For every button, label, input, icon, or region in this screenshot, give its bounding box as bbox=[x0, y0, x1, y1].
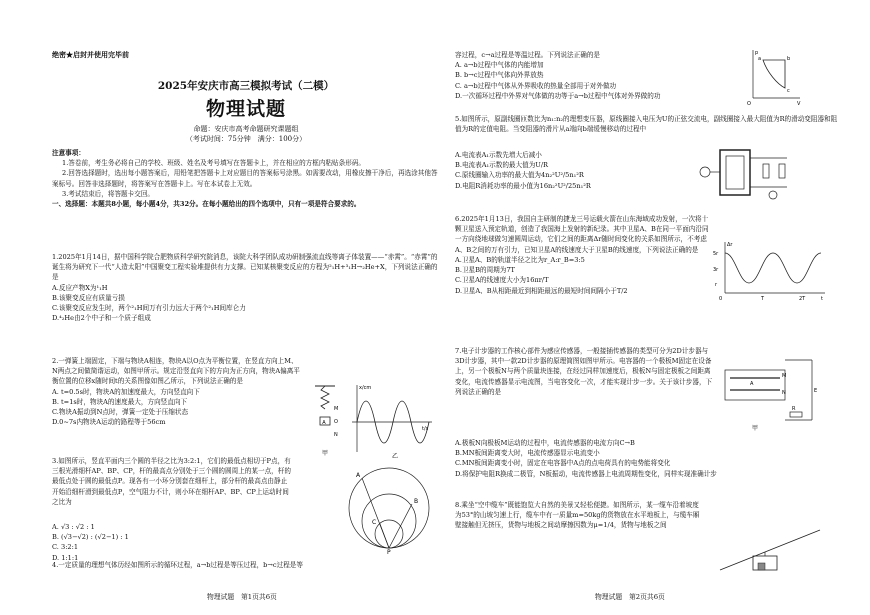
question-stem: 1.2025年1月14日，据中国科学院合肥物质科学研究院消息，该院大科学团队成功研制强流直线等离子体装置——“赤霄”。“赤霄”的诞生将为研究下一代“人造太阳”中国聚变工程实验堆提供有力支撑。已知某核聚变反应的方程为²₁H+³₁H→₂He+X，下列说法正确的是 bbox=[52, 253, 438, 282]
option: A.反应产物X为¹₁H bbox=[52, 283, 108, 292]
option: C.原线圈输入功率的最大值为4n₂²U²/5n₁²R bbox=[455, 171, 584, 180]
question-stem: 8.乘坐“空中缆车”既能饱览大自然的美景又轻松便捷。如图所示，某一缆车沿着坡度为53°的山坡匀速上行，缆车中有一质量m=50kg的货物放在水平地板上，与缆车厢壁接触但无挤压，货物与地板之间动摩擦因数为μ=1/4，货物与地板之间 bbox=[455, 501, 700, 530]
cable-car-figure bbox=[715, 520, 825, 575]
note-item: 3.考试结束后，将答题卡交回。 bbox=[62, 189, 155, 198]
axis-t-label: t bbox=[821, 296, 823, 302]
option: A. t=0.5s时，物块A的加速度最大，方向竖直向下 bbox=[52, 387, 200, 396]
option: D.将保护电阻R换成二极管，N板振动，电流传感器上电流周期性变化，同样实现准确计步 bbox=[455, 469, 717, 478]
point-p-label: P bbox=[387, 549, 391, 554]
spring-oscillation-figure bbox=[307, 380, 437, 460]
question-7-options bbox=[455, 438, 840, 479]
point-a-label: a bbox=[758, 56, 762, 62]
tick-r: r bbox=[715, 282, 718, 288]
option: D.一次循环过程中外界对气体做的功等于a→b过程中气体对外界做的功 bbox=[455, 91, 661, 100]
question-2 bbox=[52, 356, 302, 428]
right-page bbox=[455, 0, 840, 615]
option: C. a→b过程中气体从外界吸收的热量全部用于对外做功 bbox=[455, 81, 617, 90]
question-stem: 5.如图所示，原副线圈匝数比为n₁:n₂的理想变压器，原线圈接入电压为U的正弦交流电，副线圈接入最大阻值为R的滑动变阻器和阻值为R的定值电阻。当变阻器的滑片从a端向b端缓慢移动的过程中 bbox=[455, 115, 838, 134]
option: B.该聚变反应有质量亏损 bbox=[52, 293, 125, 302]
option: A. √3 : √2 : 1 bbox=[52, 523, 95, 531]
point-a-label: A bbox=[750, 381, 754, 387]
axis-x-label: x/cm bbox=[359, 385, 372, 391]
question-5-options bbox=[455, 150, 655, 191]
transformer-figure bbox=[695, 140, 795, 205]
point-a-label: A bbox=[356, 472, 361, 479]
point-n-label: N bbox=[334, 432, 338, 438]
option: D.0~7s内物块A运动的路程等于56cm bbox=[52, 418, 166, 427]
point-c-label: C bbox=[372, 519, 377, 526]
pv-cycle-figure bbox=[745, 46, 805, 106]
fig-yi-label: 乙 bbox=[392, 453, 399, 460]
option: C.卫星A的线速度大小为16πr/T bbox=[455, 276, 549, 285]
confidential-note: 绝密★启封并使用完毕前 bbox=[52, 50, 129, 59]
note-item: 1.答卷前，考生务必将自己的学校、班级、姓名及考号填写在答题卡上，并在相应的方框内粘贴条形码。 bbox=[62, 159, 366, 168]
axis-p-label: p bbox=[755, 50, 759, 56]
option: D.卫星A、B从相距最近到相距最远的最短时间间隔小于T/2 bbox=[455, 286, 628, 295]
notes-block bbox=[52, 148, 440, 209]
note-item: 2.回答选择题时，选出每小题答案后，用铅笔把答题卡上对应题目的答案标号涂黑。如需要改动，用橡皮擦干净后，再选涂其他答案标号。回答非选择题时，将答案写在答题卡上。写在本试卷上无效。 bbox=[52, 169, 438, 188]
distance-time-figure bbox=[713, 238, 828, 303]
exam-title: 2025年安庆市高三模拟考试（二模） bbox=[157, 80, 335, 92]
option: B. t=1s时，物块A的速度最大，方向竖直向下 bbox=[52, 397, 188, 406]
option: B.电流表A₁示数的最大值为U/R bbox=[455, 161, 549, 170]
option: B. b→c过程中气体向外界放热 bbox=[455, 71, 544, 80]
question-1 bbox=[52, 252, 440, 324]
question-stem: 3.如图所示，竖直平面内三个圆的半径之比为3:2:1，它们的最低点相切于P点，有三根光滑细杆AP、BP、CP，杆的最高点分别处于三个圆的圆周上的某一点，杆的最低点处于圆的最低点P。现各有一小环分别套在细杆上，部分杆的最高点由静止开始沿细杆滑到最低点P，空气阻力不计，则小环在细杆AP、BP、CP上运动时间之比为 bbox=[52, 457, 291, 506]
question-stem: 7.电子计步器的工作核心部件为感应传感器，一般接插传感器的类型可分为2D计步器与3D计步器，其中一款2D计步器的原理简图如图甲所示。电容器的一个极板M固定在设备上，另一个极板N与两个质量块连接，在经过同样加速度后，极板N与固定极板之间距离变化，电流传感器显示电流图，当电容变化一次，才能实现计步一步。关于该计步器，下列说法正确的是 bbox=[455, 347, 713, 396]
axis-t-label: t/s bbox=[422, 426, 429, 432]
question-stem: 6.2025年1月13日，我国自主研制的捷龙三号运载火箭在山东海域成功发射，一次将十颗卫星送入预定轨道，创造了我国海上发射的新纪录。其中卫星A、B在同一平面内沿同一方向绕地球做匀速圆周运动，它们之间的距离Δr随时间变化的关系如图所示，不考虑A、B之间的万有引力，已知卫星A的线速度大于卫星B的线速度，下列说法正确的是 bbox=[455, 215, 709, 254]
option: A.卫星A、B的轨道半径之比为r_A:r_B=3:5 bbox=[455, 255, 585, 264]
option: D.⁴₂He由2个中子和一个质子组成 bbox=[52, 314, 151, 323]
tick-3r: 3r bbox=[713, 267, 719, 273]
question-8 bbox=[455, 500, 705, 531]
option: B.卫星B的周期为7T bbox=[455, 266, 515, 275]
proposer-line: 命题：安庆市高考命题研究课题组 bbox=[193, 125, 299, 133]
axis-v-label: V bbox=[797, 101, 801, 106]
time-score-line: （考试时间：75分钟 满分：100分） bbox=[185, 135, 307, 143]
option: A.极板N向极板M运动的过程中，电流传感器的电流方向C→B bbox=[455, 439, 635, 447]
subject-title: 物理试题 bbox=[205, 98, 286, 120]
plate-n-label: N bbox=[782, 390, 786, 396]
section-heading: 一、选择题：本题共8小题，每小题4分，共32分。在每小题给出的四个选项中，只有一项是符合要求的。 bbox=[52, 200, 361, 209]
point-b-label: B bbox=[414, 498, 419, 505]
fig-jia-label: 甲 bbox=[752, 425, 759, 432]
option: A.电流表A₁示数先增大后减小 bbox=[455, 151, 542, 159]
capacitor-pedometer-figure bbox=[720, 350, 820, 435]
tick-5r: 5r bbox=[713, 251, 719, 257]
option: C.该聚变反应发生时，两个²₁H间万有引力远大于两个²₁H间库仑力 bbox=[52, 304, 246, 313]
option: C. 3:2:1 bbox=[52, 543, 79, 552]
option: A. a→b过程中气体的内能增加 bbox=[455, 61, 544, 70]
fig-jia-label: 甲 bbox=[322, 450, 329, 457]
origin-label: O bbox=[747, 101, 751, 106]
plate-m-label: M bbox=[782, 373, 787, 379]
question-6 bbox=[455, 214, 713, 296]
question-5 bbox=[455, 114, 840, 134]
tick-T: T bbox=[761, 296, 765, 302]
option: C.MN板间距离变小时，固定在电容器中A点的点电荷具有的电势能将变化 bbox=[455, 459, 671, 468]
question-stem: 4.一定质量的理想气体历经如图所示的循环过程，a→b过程是等压过程，b→c过程是等 bbox=[52, 561, 303, 569]
option: D.电阻R消耗功率的最小值为16n₂²U²/25n₁²R bbox=[455, 181, 591, 190]
point-o-label: O bbox=[334, 419, 338, 425]
question-7 bbox=[455, 346, 717, 397]
question-4-cont bbox=[455, 50, 740, 101]
page-footer-right: 物理试题 第2页共6页 bbox=[595, 593, 665, 601]
question-3-options bbox=[52, 522, 312, 563]
axis-dr-label: Δr bbox=[727, 242, 733, 248]
option: B. (√3−√2) : (√2−1) : 1 bbox=[52, 533, 129, 542]
option: D. 1:1:1 bbox=[52, 553, 79, 562]
question-stem: 2.一弹簧上端固定，下端与物块A相连，物块A以O点为平衡位置，在竖直方向上M、N两点之间做简谐运动，如图甲所示。规定沿竖直向下的方向为正方向，物块A偏离平衡位置的位移x随时间t的关系图像如图乙所示，下列说法正确的是 bbox=[52, 357, 300, 386]
option: B.MN板间距离变大时，电流传感器显示电流变小 bbox=[455, 449, 600, 458]
page-footer-left: 物理试题 第1页共6页 bbox=[207, 593, 277, 601]
question-3 bbox=[52, 456, 292, 507]
tick-2T: 2T bbox=[799, 296, 806, 302]
point-m-label: M bbox=[334, 406, 339, 412]
origin-label: 0 bbox=[719, 296, 723, 302]
option: C.物块A振动到N点时，弹簧一定处于压缩状态 bbox=[52, 408, 189, 417]
resistor-r-label: R bbox=[792, 406, 796, 412]
left-page bbox=[52, 0, 440, 615]
question-stem: 容过程，c→a过程是等温过程。下列说法正确的是 bbox=[455, 51, 601, 59]
notes-title: 注意事项： bbox=[52, 149, 85, 157]
point-b-label: b bbox=[787, 56, 791, 62]
battery-e-label: E bbox=[814, 388, 818, 394]
three-circles-figure bbox=[342, 462, 437, 554]
point-c-label: c bbox=[787, 88, 790, 94]
block-label: A bbox=[322, 420, 326, 426]
question-4-start bbox=[52, 560, 440, 570]
